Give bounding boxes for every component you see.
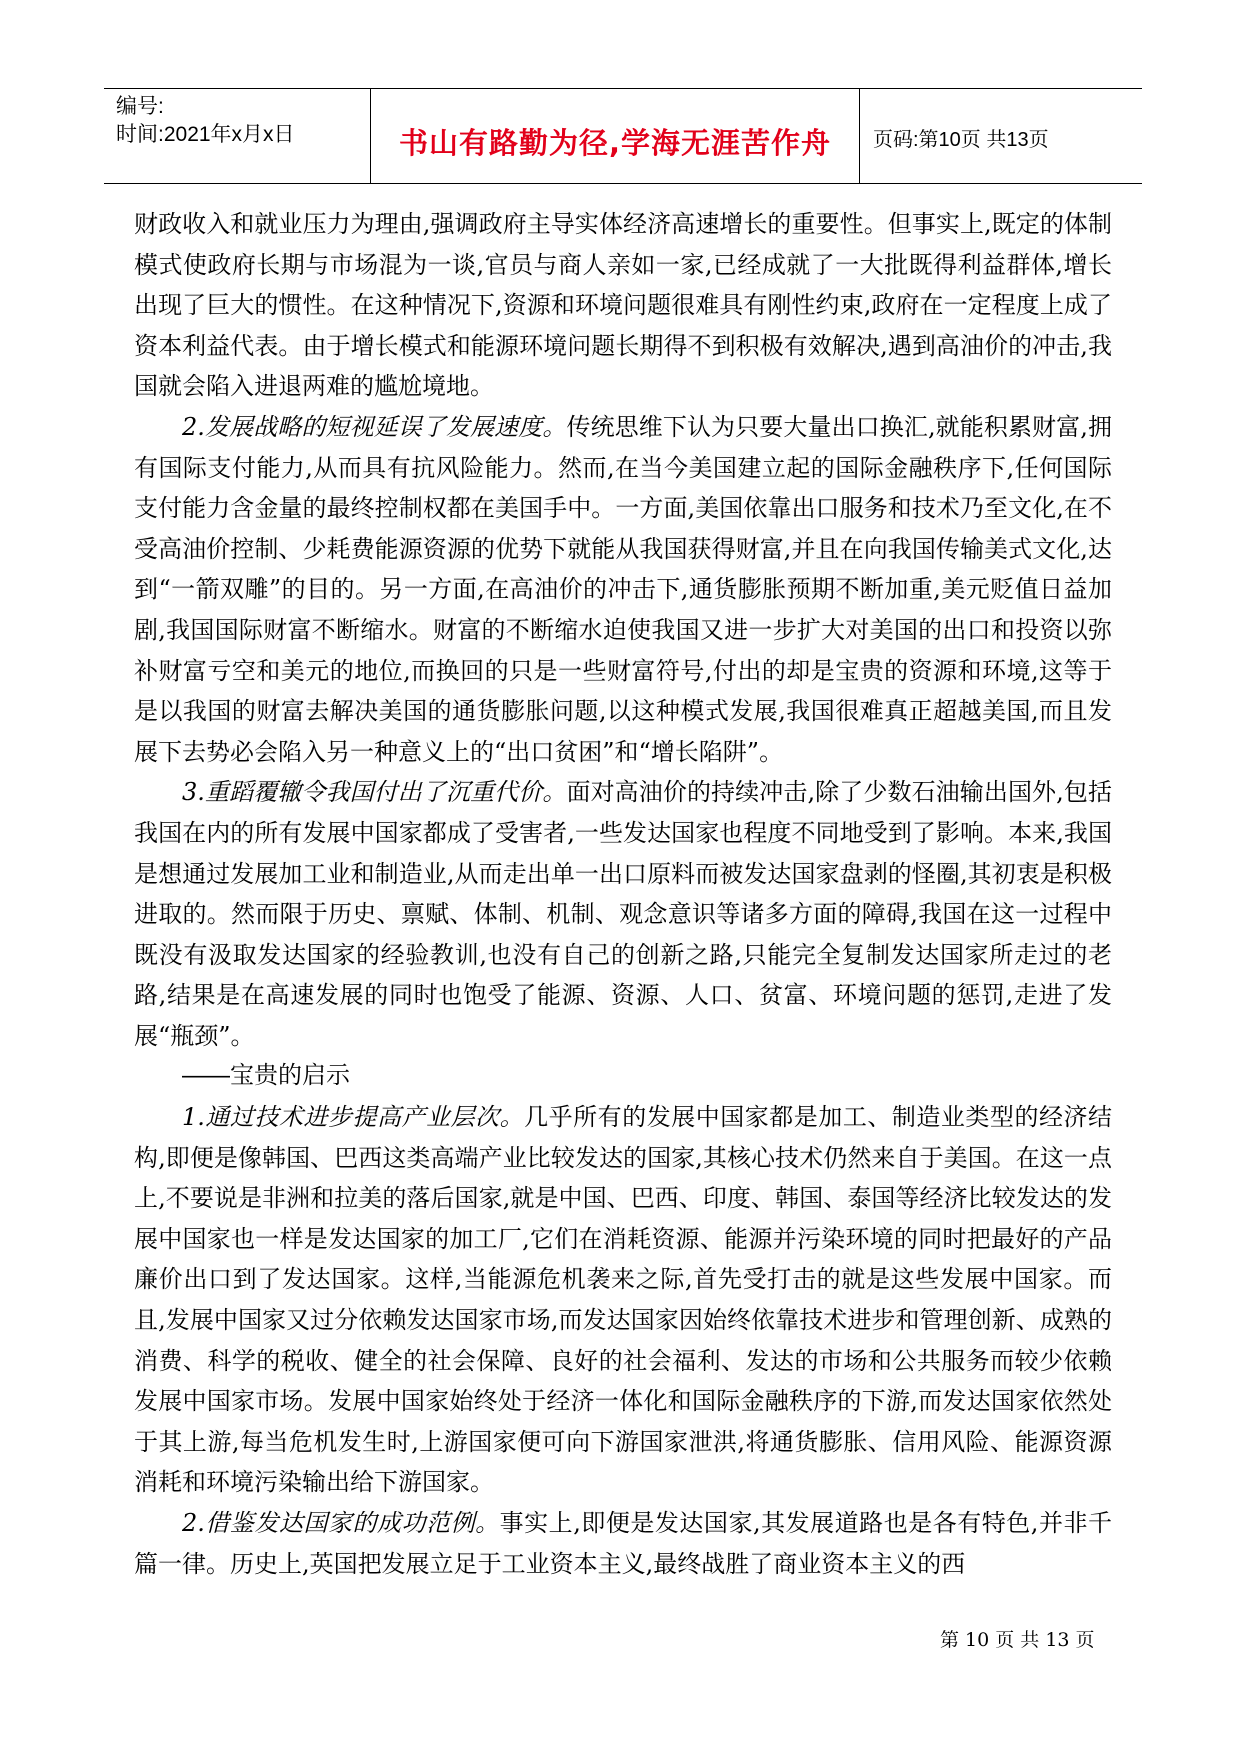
- paragraph-3: [134, 772, 1112, 1056]
- header-motto-cell: [370, 89, 860, 183]
- document-number-label: 编号:: [116, 95, 164, 118]
- paragraph-4: [134, 1097, 1112, 1503]
- paragraph-4-heading: 1.通过技术进步提高产业层次。: [182, 1103, 525, 1132]
- header-left-cell: [104, 89, 370, 183]
- document-time: 时间:2021年x月x日: [116, 123, 295, 146]
- section-title: ——宝贵的启示: [182, 1062, 350, 1090]
- paragraph-2: [134, 407, 1112, 772]
- page-footer: 第 10 页 共 13 页: [940, 1629, 1095, 1651]
- paragraph-4-text: 几乎所有的发展中国家都是加工、制造业类型的经济结构,即便是像韩国、巴西这类高端产业比较发达的国家,其核心技术仍然来自于美国。在这一点上,不要说是非洲和拉美的落后国家,就是中国、巴西、印度、韩国、泰国等经济比较发达的发展中国家也一样是发达国家的加工厂,它们在消耗资源、能源并污染环境的同时把最好的产品廉价出口到了发达国家。这样,当能源危机袭来之际,首先受打击的就是这些发展中国家。而且,发展中国家又过分依赖发达国家市场,而发达国家因始终依靠技术进步和管理创新、成熟的消费、科学的税收、健全的社会保障、良好的社会福利、发达的市场和公共服务而较少依赖发展中国家市场。发展中国家始终处于经济一体化和国际金融秩序的下游,而发达国家依然处于其上游,每当危机发生时,上游国家便可向下游国家泄洪,将通货膨胀、信用风险、能源资源消耗和环境污染输出给下游国家。: [134, 1103, 1112, 1497]
- paragraph-5-text: 事实上,即便是发达国家,其发展道路也是各有特色,并非千篇一律。历史上,英国把发展立足于工业资本主义,最终战胜了商业资本主义的西: [134, 1509, 1112, 1578]
- paragraph-3-heading: 3.重蹈覆辙令我国付出了沉重代价。: [182, 778, 567, 807]
- header-motto: 书山有路勤为径,学海无涯苦作舟: [398, 126, 832, 160]
- paragraph-2-heading: 2.发展战略的短视延误了发展速度。: [182, 412, 567, 441]
- paragraph-3-text: 面对高油价的持续冲击,除了少数石油输出国外,包括我国在内的所有发展中国家都成了受害者,一些发达国家也程度不同地受到了影响。本来,我国是想通过发展加工业和制造业,从而走出单一出口原料而被发达国家盘剥的怪圈,其初衷是积极进取的。然而限于历史、禀赋、体制、机制、观念意识等诸多方面的障碍,我国在这一过程中既没有汲取发达国家的经验教训,也没有自己的创新之路,只能完全复制发达国家所走过的老路,结果是在高速发展的同时也饱受了能源、资源、人口、贫富、环境问题的惩罚,走进了发展“瓶颈”。: [134, 778, 1112, 1050]
- header-right-cell: [859, 89, 1142, 183]
- document-body: [134, 204, 1112, 1584]
- paragraph-2-text: 传统思维下认为只要大量出口换汇,就能积累财富,拥有国际支付能力,从而具有抗风险能力。然而,在当今美国建立起的国际金融秩序下,任何国际支付能力含金量的最终控制权都在美国手中。一方面,美国依靠出口服务和技术乃至文化,在不受高油价控制、少耗费能源资源的优势下就能从我国获得财富,并且在向我国传输美式文化,达到“一箭双雕”的目的。另一方面,在高油价的冲击下,通货膨胀预期不断加重,美元贬值日益加剧,我国国际财富不断缩水。财富的不断缩水迫使我国又进一步扩大对美国的出口和投资以弥补财富亏空和美元的地位,而换回的只是一些财富符号,付出的却是宝贵的资源和环境,这等于是以我国的财富去解决美国的通货膨胀问题,以这种模式发展,我国很难真正超越美国,而且发展下去势必会陷入另一种意义上的“出口贫困”和“增长陷阱”。: [134, 412, 1112, 766]
- paragraph-5-heading: 2.借鉴发达国家的成功范例。: [182, 1509, 500, 1537]
- paragraph-5: [134, 1503, 1112, 1584]
- header-page-code: 页码:第10页 共13页: [873, 129, 1049, 151]
- page-header: [104, 88, 1142, 184]
- paragraph-continued: 财政收入和就业压力为理由,强调政府主导实体经济高速增长的重要性。但事实上,既定的体制模式使政府长期与市场混为一谈,官员与商人亲如一家,已经成就了一大批既得利益群体,增长出现了巨大的惯性。在这种情况下,资源和环境问题很难具有刚性约束,政府在一定程度上成了资本利益代表。由于增长模式和能源环境问题长期得不到积极有效解决,遇到高油价的冲击,我国就会陷入进退两难的尴尬境地。: [134, 210, 1112, 401]
